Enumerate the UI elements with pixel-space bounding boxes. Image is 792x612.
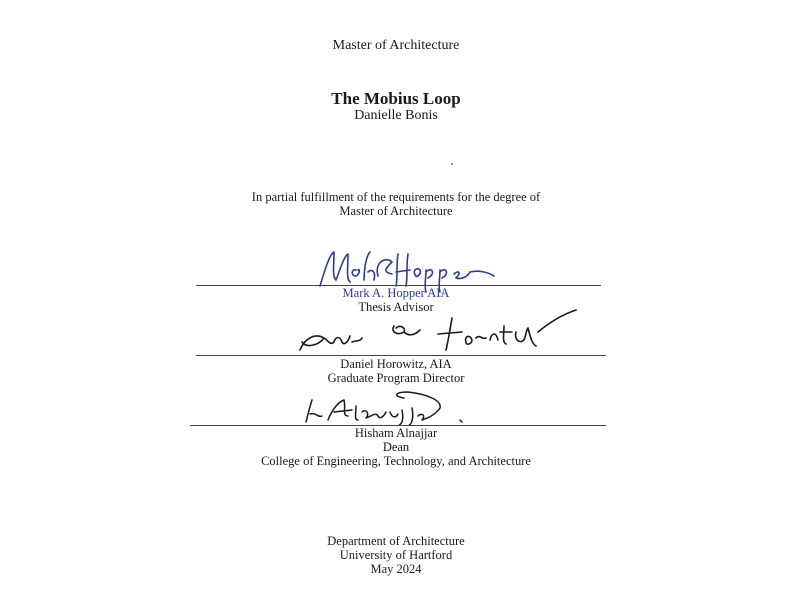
fulfillment-degree: Master of Architecture <box>339 204 453 218</box>
advisor-name: Mark A. Hopper AIA <box>342 286 450 300</box>
document-date: May 2024 <box>370 562 422 576</box>
director-name: Daniel Horowitz, AIA <box>340 357 452 371</box>
dean-role: Dean <box>382 440 410 454</box>
thesis-author: Danielle Bonis <box>354 108 438 123</box>
thesis-title: The Mobius Loop <box>331 89 461 108</box>
signature-program-director <box>294 302 584 356</box>
director-role: Graduate Program Director <box>327 371 465 385</box>
signature-dean <box>300 386 470 426</box>
stray-dot <box>451 163 453 165</box>
university-name: University of Hartford <box>339 548 453 562</box>
advisor-role: Thesis Advisor <box>358 300 434 314</box>
signature-line-2 <box>196 355 606 356</box>
degree-heading: Master of Architecture <box>332 38 460 53</box>
dean-name: Hisham Alnajjar <box>354 426 438 440</box>
dean-college: College of Engineering, Technology, and Architecture <box>261 454 531 468</box>
department-name: Department of Architecture <box>327 534 465 548</box>
fulfillment-statement: In partial fulfillment of the requirements for the degree of <box>251 190 541 204</box>
